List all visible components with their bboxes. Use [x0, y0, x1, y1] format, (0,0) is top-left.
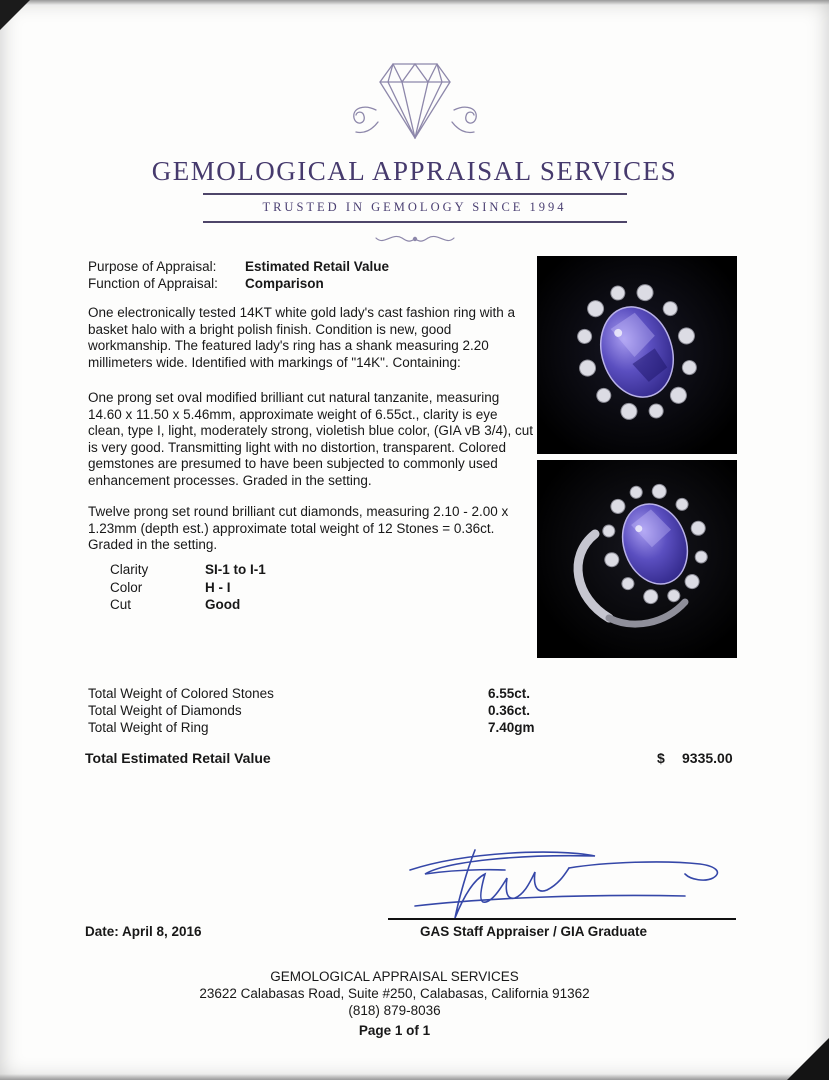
clarity-label: Clarity [110, 562, 149, 577]
colored-stones-weight-value: 6.55ct. [488, 686, 531, 701]
weight-totals [88, 685, 648, 736]
ring-photo-side-view [537, 460, 737, 658]
ring-weight-value: 7.40gm [488, 720, 535, 735]
footer-company: GEMOLOGICAL APPRAISAL SERVICES [270, 969, 519, 984]
letterhead [0, 52, 829, 250]
scan-corner-bottom-right [787, 1038, 829, 1080]
diamonds-description-paragraph: Twelve prong set round brilliant cut diamonds, measuring 2.10 - 2.00 x 1.23mm (depth est.) approximate total weight of 12 Stones = 0.36ct. Graded in the setting. [88, 504, 509, 552]
colored-stones-weight-row [88, 685, 648, 702]
function-value: Comparison [245, 276, 324, 291]
color-row [110, 579, 266, 597]
footer-phone: (818) 879-8036 [348, 1003, 441, 1018]
appraisal-date: Date: April 8, 2016 [85, 924, 202, 939]
tanzanite-description-paragraph: One prong set oval modified brilliant cut natural tanzanite, measuring 14.60 x 11.50 x 5.46mm, approximate weight of 6.55ct., clarity is eye clean, type I, light, moderately strong, violetish blue color, (GIA vB 3/4), cut is very good. Transmitting light with no distortion, transparent. Colored gemstones are presumed to have been subjected to commonly used enhancement processes. Graded in the setting. [88, 390, 533, 488]
ring-weight-label: Total Weight of Ring [88, 720, 209, 735]
diamond-logo-icon [330, 52, 500, 154]
footer-address: 23622 Calabasas Road, Suite #250, Calabasas, California 91362 [199, 986, 590, 1001]
cut-label: Cut [110, 597, 132, 612]
clarity-value: SI-1 to I-1 [205, 562, 266, 577]
appraiser-title: GAS Staff Appraiser / GIA Graduate [420, 924, 648, 939]
scan-edge-bottom [0, 1074, 829, 1080]
function-label: Function of Appraisal: [88, 276, 218, 291]
cut-value: Good [205, 597, 241, 612]
appraiser-signature [355, 840, 745, 930]
color-label: Color [110, 579, 143, 595]
scroll-flourish-icon [370, 228, 460, 250]
scan-corner-top-left [0, 0, 30, 30]
purpose-row [88, 258, 389, 275]
page-number: Page 1 of 1 [358, 1023, 431, 1038]
color-value: H - I [205, 579, 231, 595]
retail-value-label: Total Estimated Retail Value [85, 750, 271, 766]
ring-weight-row [88, 719, 648, 736]
signature-rule [388, 918, 736, 920]
diamonds-weight-value: 0.36ct. [488, 703, 531, 718]
clarity-row [110, 561, 266, 579]
ring-photo-top-view [537, 256, 737, 454]
header-rule-top [203, 193, 627, 195]
diamond-grading-table [110, 561, 266, 614]
function-row [88, 275, 389, 292]
cut-row [110, 596, 266, 614]
colored-stones-weight-label: Total Weight of Colored Stones [88, 686, 274, 701]
header-rule-bottom [203, 221, 627, 223]
purpose-value: Estimated Retail Value [245, 259, 390, 274]
currency-symbol: $ [657, 750, 665, 766]
diamonds-weight-row [88, 702, 648, 719]
footer [0, 968, 789, 1039]
scan-edge-top [0, 0, 829, 5]
retail-value-amount: 9335.00 [682, 750, 733, 766]
company-title: GEMOLOGICAL APPRAISAL SERVICES [151, 156, 678, 186]
diamonds-weight-label: Total Weight of Diamonds [88, 703, 242, 718]
appraisal-meta [88, 258, 389, 292]
company-tagline: TRUSTED IN GEMOLOGY SINCE 1994 [262, 200, 567, 214]
purpose-label: Purpose of Appraisal: [88, 259, 217, 274]
ring-description-paragraph: One electronically tested 14KT white gold lady's cast fashion ring with a basket halo with a bright polish finish. Condition is new, good workmanship. The featured lady's ring has a shank measuring 2.20 millimeters wide. Identified with markings of "14K". Containing: [88, 305, 516, 370]
